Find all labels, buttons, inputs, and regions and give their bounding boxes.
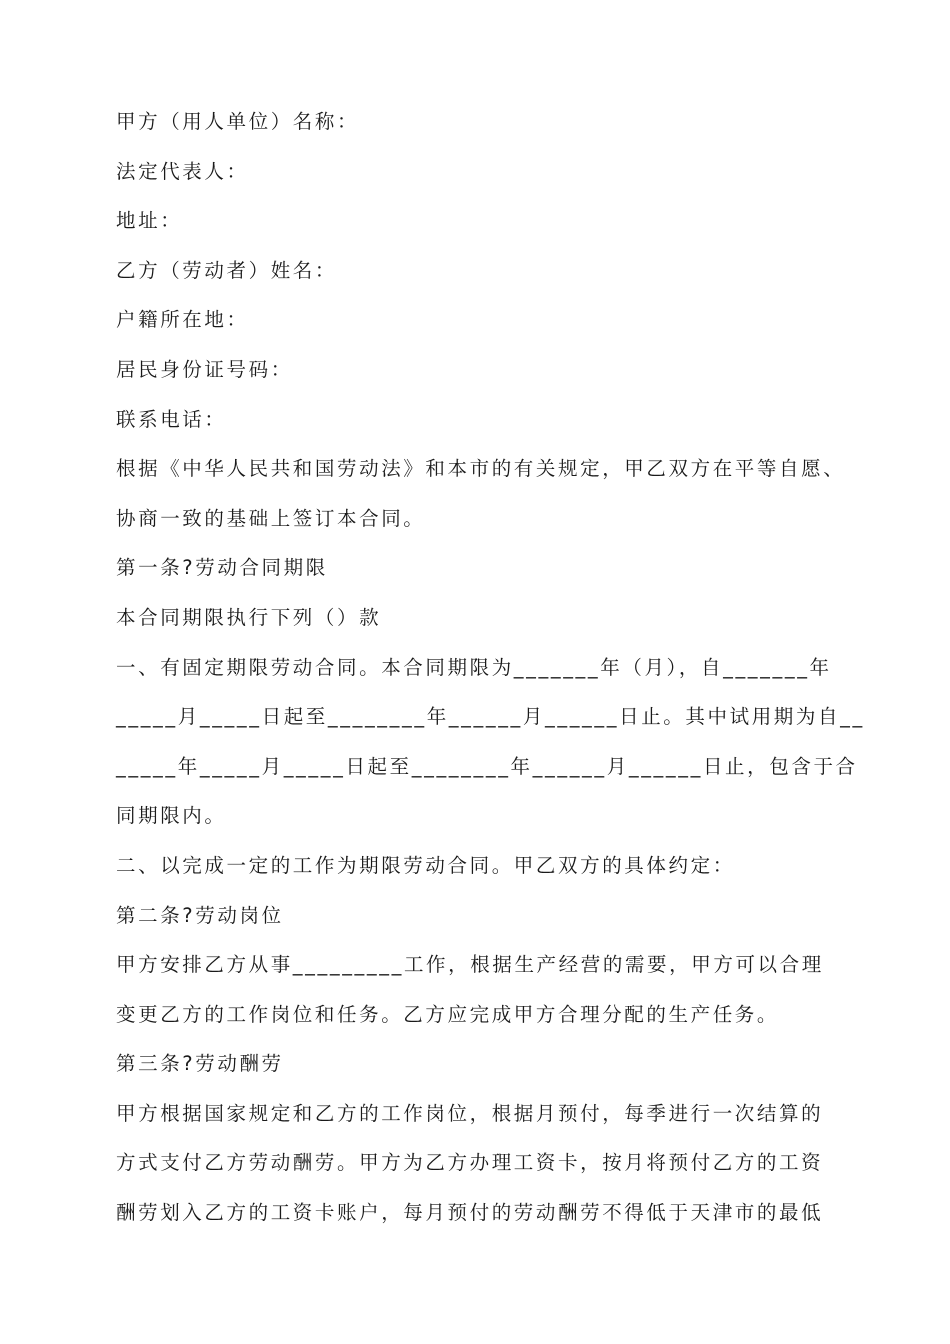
party-b-name-line: 乙方（劳动者）姓名： xyxy=(116,258,338,282)
article-1-clause-1-line-3: _____年_____月_____日起至________年______月______日止，包含于合 xyxy=(116,754,858,778)
id-number-line: 居民身份证号码： xyxy=(116,357,293,381)
contract-body xyxy=(116,97,865,1238)
article-1-intro: 本合同期限执行下列（）款 xyxy=(116,605,382,629)
legal-representative-line: 法定代表人： xyxy=(116,159,249,183)
article-1-clause-2: 二、以完成一定的工作为期限劳动合同。甲乙双方的具体约定： xyxy=(116,853,735,877)
article-1-clause-1-line-2: _____月_____日起至________年______月______日止。其中试用期为自__ xyxy=(116,705,865,729)
article-3-line-3: 酬劳划入乙方的工资卡账户，每月预付的劳动酬劳不得低于天津市的最低 xyxy=(116,1201,824,1225)
article-2-line-2: 变更乙方的工作岗位和任务。乙方应完成甲方合理分配的生产任务。 xyxy=(116,1002,780,1026)
party-a-name-line: 甲方（用人单位）名称： xyxy=(116,110,360,133)
address-line: 地址： xyxy=(116,209,183,233)
article-1-clause-1-line-1: 一、有固定期限劳动合同。本合同期限为_______年（月），自_______年 xyxy=(116,655,832,679)
article-3-heading: 第三条?劳动酬劳 xyxy=(116,1052,284,1076)
article-2-line-1: 甲方安排乙方从事_________工作，根据生产经营的需要，甲方可以合理 xyxy=(116,953,824,977)
preamble-line-2: 协商一致的基础上签订本合同。 xyxy=(116,506,426,530)
phone-line: 联系电话： xyxy=(116,407,227,431)
preamble-line-1: 根据《中华人民共和国劳动法》和本市的有关规定，甲乙双方在平等自愿、 xyxy=(116,457,846,481)
article-3-line-1: 甲方根据国家规定和乙方的工作岗位，根据月预付，每季进行一次结算的 xyxy=(116,1101,824,1125)
article-1-clause-1-line-4: 同期限内。 xyxy=(116,804,227,828)
article-2-heading: 第二条?劳动岗位 xyxy=(116,903,284,927)
article-3-line-2: 方式支付乙方劳动酬劳。甲方为乙方办理工资卡，按月将预付乙方的工资 xyxy=(116,1151,824,1175)
household-registration-line: 户籍所在地： xyxy=(116,308,249,332)
article-1-heading: 第一条?劳动合同期限 xyxy=(116,556,328,580)
